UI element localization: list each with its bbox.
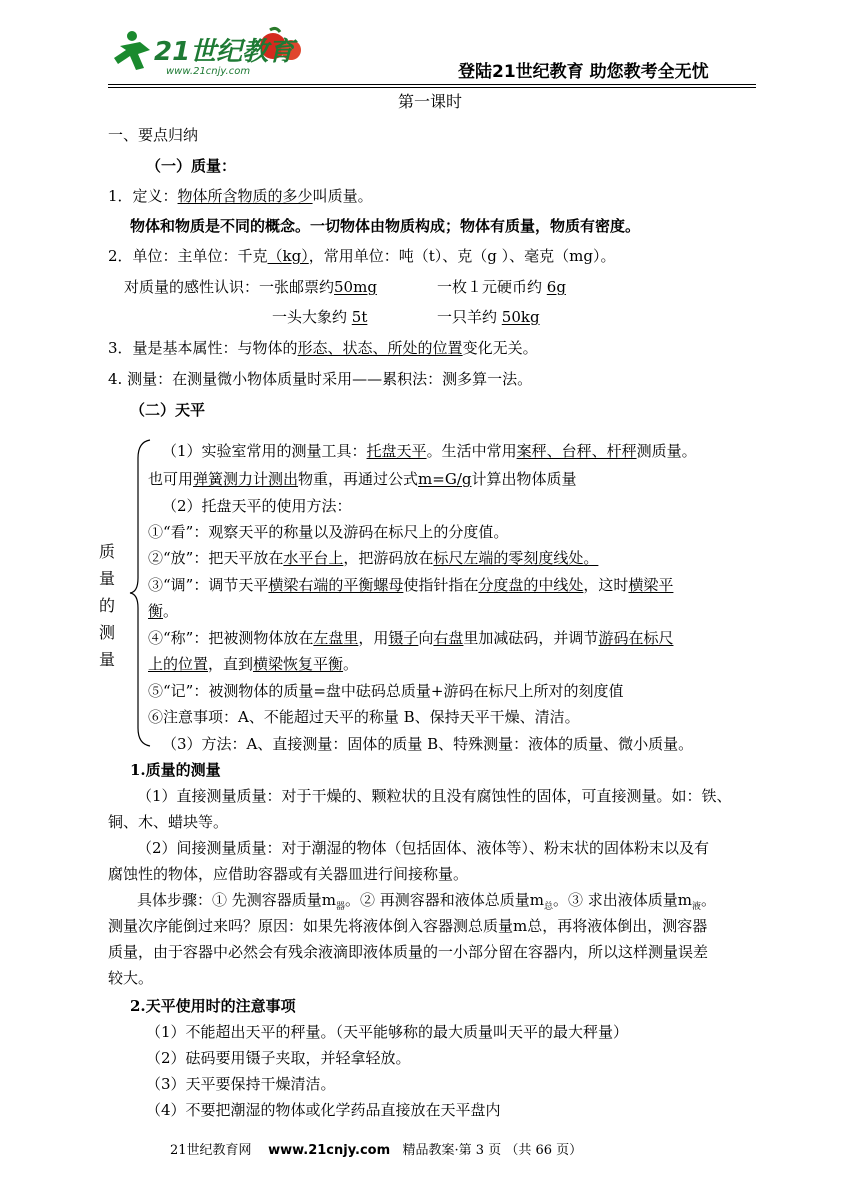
note-item: （3）天平要保持干燥清洁。 [146,1075,336,1093]
sense-line-2: 一头大象约 5t [272,308,368,326]
note-item: （1）不能超出天平的秤量。（天平能够称的最大质量叫天平的最大秤量） [146,1023,629,1041]
footer-left: 21世纪教育网 [170,1143,252,1158]
measure-line: 4. 测量：在测量微小物体质量时采用——累积法：测多算一法。 [108,370,533,388]
header-rule-2 [108,87,756,88]
page-title: 第一课时 [398,92,463,111]
subsection-heading: （一）质量： [146,157,237,175]
brace-label-char: 量 [99,569,116,588]
unit-line: 2．单位：主单位：千克（kg），常用单位：吨（t）、克（g ）、毫克（mg）。 [108,247,616,265]
note-item: （2）砝码要用镊子夹取，并轻拿轻放。 [146,1049,411,1067]
balance-line-2: 也可用弹簧测力计测出物重，再通过公式m=G/g计算出物体质量 [148,470,577,488]
concept-note: 物体和物质是不同的概念。一切物体由物质构成；物体有质量，物质有密度。 [130,217,641,235]
21cnjy-logo [110,24,310,82]
definition-line: 1．定义：物体所含物质的多少叫质量。 [108,187,373,205]
indirect-measure-1: （2）间接测量质量：对于潮湿的物体（包括固体、液体等）、粉末状的固体粉末以及有 [137,839,710,857]
footer-site-link[interactable]: www.21cnjy.com [268,1143,391,1158]
section-heading: 一、要点归纳 [108,126,199,144]
brace-label-char: 量 [99,650,116,669]
balance-notes: ⑥注意事项：A、不能超过天平的称量 B、保持天平干燥、清洁。 [148,708,580,726]
reason-line-2: 质量，由于容器中必然会有残余液滴即液体质量的一小部分留在容器内，所以这样测量误差 [108,943,709,961]
brace-label-char: 质 [99,542,116,561]
header-rule [108,84,756,85]
steps-line: 具体步骤：① 先测容器质量$m_器$。② 再测容器和液体总质量$m_总$。③ 求出液体质量$m_液$。 [137,891,717,912]
sense-line-2b: 一只羊约 50kg [437,308,540,326]
balance-step-look: ①“看”：观察天平的称量以及游码在标尺上的分度值。 [148,523,509,541]
page-footer [170,1139,582,1158]
balance-step-place: ②“放”：把天平放在水平台上，把游码放在标尺左端的零刻度线处。 [148,549,599,567]
brace-label-char: 测 [99,623,116,642]
reason-line-3: 较大。 [108,969,154,987]
balance-step-adjust: ③“调”：调节天平横梁右端的平衡螺母使指针指在分度盘的中线处，这时横梁平 [148,576,674,594]
direct-measure-1: （1）直接测量质量：对于干燥的、颗粒状的且没有腐蚀性的固体，可直接测量。如：铁、 [137,787,732,805]
sense-line-1: 对质量的感性认识：一张邮票约50mg [124,278,377,296]
logo-text: 21世纪教育 [154,37,295,67]
sense-line-1b: 一枚１元硬币约 6g [437,278,566,296]
subsection-heading-2: （二）天平 [130,401,206,419]
logo-url: www.21cnjy.com [166,66,251,77]
balance-step-weigh: ④“称”：把被测物体放在左盘里，用镊子向右盘里加减砝码，并调节游码在标尺 [148,629,674,647]
direct-measure-2: 铜、木、蜡块等。 [108,813,229,831]
header-slogan: 登陆21世纪教育 助您教考全无忧 [458,62,709,82]
balance-step-weigh-cont: 上的位置，直到横梁恢复平衡。 [148,655,359,673]
balance-methods: （3）方法：A、直接测量：固体的质量 B、特殊测量：液体的质量、微小质量。 [162,735,694,753]
reason-line-1: 测量次序能倒过来吗？原因：如果先将液体倒入容器测总质量m总，再将液体倒出，测容器 [108,917,708,935]
mass-measure-heading: 1.质量的测量 [130,761,221,779]
balance-line-3: （2）托盘天平的使用方法： [162,497,352,515]
brace-label-char: 的 [99,596,116,615]
balance-line-1: （1）实验室常用的测量工具：托盘天平。生活中常用案秤、台秤、杆秤测质量。 [162,442,697,460]
property-line: 3．量是基本属性：与物体的形态、状态、所处的位置变化无关。 [108,339,538,357]
notes-heading: 2.天平使用时的注意事项 [130,997,296,1015]
balance-step-record: ⑤“记”：被测物体的质量=盘中砝码总质量+游码在标尺上所对的刻度值 [148,682,624,700]
balance-step-adjust-cont: 衡。 [148,602,179,620]
indirect-measure-2: 腐蚀性的物体，应借助容器或有关器皿进行间接称量。 [108,865,469,883]
note-item: （4）不要把潮湿的物体或化学药品直接放在天平盘内 [146,1101,501,1119]
footer-page-info: 精品教案·第 3 页 （共 66 页） [402,1143,583,1158]
